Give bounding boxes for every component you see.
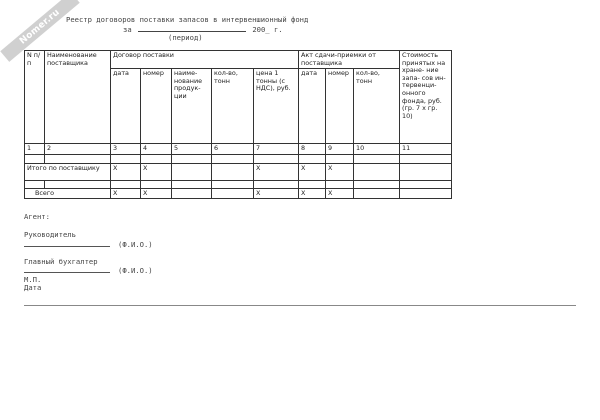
column-number: 7 [254,144,299,155]
table-cell [400,180,452,188]
subheader-contract-number: номер [141,69,172,144]
x-mark: X [299,163,326,180]
subheader-act-date: дата [299,69,326,144]
table-cell [172,163,212,180]
table-cell [111,180,141,188]
x-mark: X [111,163,141,180]
x-mark: X [326,163,354,180]
stamp-label: М.П. [24,275,42,284]
subheader-contract-date: дата [111,69,141,144]
table-cell [141,154,172,163]
subheader-act-qty: кол-во, тонн [354,69,400,144]
subheader-act-number: номер [326,69,354,144]
empty-data-row [25,154,452,163]
column-number: 3 [111,144,141,155]
table-cell [326,154,354,163]
header-cell-num: N п/п [25,51,45,144]
x-mark: X [299,188,326,199]
x-mark: X [254,163,299,180]
table-cell [25,154,45,163]
table-cell [172,154,212,163]
x-mark: X [111,188,141,199]
document-title: Реестр договоров поставки запасов в интервеншионный фонд [66,15,309,24]
column-number: 2 [45,144,111,155]
subheader-product-name: наиме- нование продук- ции [172,69,212,144]
register-table [24,50,452,199]
table-cell [400,163,452,180]
header-cell-cost: Стоимость принятых на хране- ние запа- сов ин- тервенци- онного фонда, руб. (гр. 7 х гр. 10) [400,51,452,144]
table-cell [212,188,254,199]
x-mark: X [326,188,354,199]
head-label: Руководитель [24,230,76,239]
table-cell [141,180,172,188]
period-year: 200_ г. [252,25,283,34]
subheader-price: цена 1 тонны (с НДС), руб. [254,69,299,144]
table-cell [400,154,452,163]
x-mark: X [141,188,172,199]
table-header-row [25,51,452,69]
period-prefix: за [123,25,132,34]
column-number: 4 [141,144,172,155]
table-cell [326,180,354,188]
column-number: 9 [326,144,354,155]
grand-total-label: Всего [25,188,111,199]
watermark-badge: Nomer.ru [0,0,79,62]
column-number-row [25,144,452,155]
head-fio-caption: (Ф.И.О.) [118,240,153,249]
table-cell [45,154,111,163]
column-number: 10 [354,144,400,155]
head-signature-line [24,246,110,247]
column-number: 1 [25,144,45,155]
table-cell [45,180,111,188]
table-cell [212,154,254,163]
period-line [123,25,283,34]
accountant-label: Главный бухгалтер [24,257,98,266]
supplier-total-row [25,163,452,180]
x-mark: X [141,163,172,180]
table-cell [212,180,254,188]
accountant-signature-line [24,272,110,273]
table-cell [111,154,141,163]
column-number: 8 [299,144,326,155]
agent-label: Агент: [24,212,50,221]
table-cell [25,180,45,188]
table-cell [172,188,212,199]
column-number: 11 [400,144,452,155]
column-number: 6 [212,144,254,155]
table-cell [299,180,326,188]
table-cell [400,188,452,199]
header-group-contract: Договор поставки [111,51,299,69]
column-number: 5 [172,144,212,155]
table-cell [354,163,400,180]
spacer-row [25,180,452,188]
x-mark: X [254,188,299,199]
bottom-divider [24,305,576,306]
table-cell [254,154,299,163]
table-cell [354,180,400,188]
period-blank-line [138,25,246,32]
header-cell-supplier: Наименование поставщика [45,51,111,144]
table-cell [299,154,326,163]
table-cell [254,180,299,188]
supplier-total-label: Итого по поставщику [25,163,111,180]
table-cell [354,154,400,163]
table-cell [354,188,400,199]
header-group-act: Акт сдачи-приемки от поставщика [299,51,400,69]
grand-total-row [25,188,452,199]
date-label: Дата [24,283,42,292]
table-cell [212,163,254,180]
accountant-fio-caption: (Ф.И.О.) [118,266,153,275]
period-caption: (период) [168,33,203,42]
table-cell [172,180,212,188]
subheader-contract-qty: кол-во, тонн [212,69,254,144]
